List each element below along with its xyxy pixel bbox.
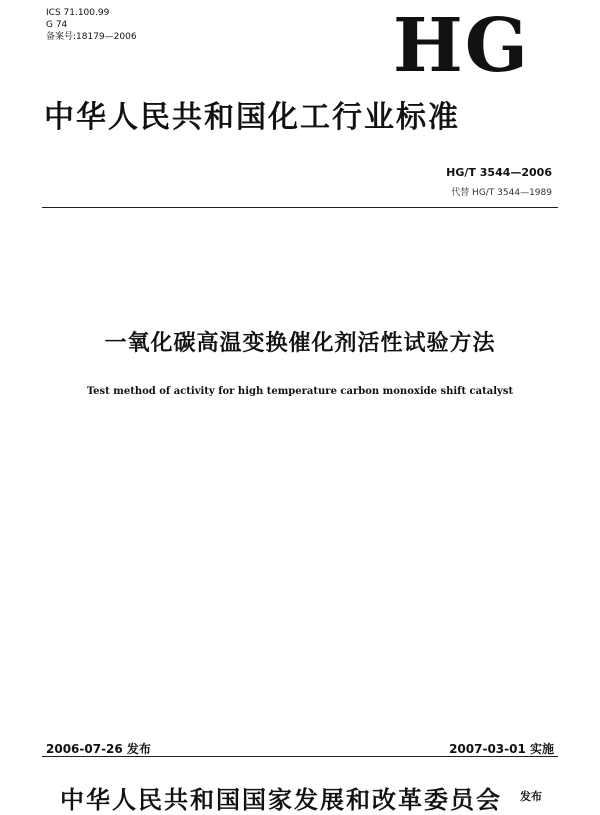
standard-code: HG/T 3544—2006	[446, 166, 552, 179]
bottom-divider	[42, 756, 558, 757]
top-divider	[42, 207, 558, 208]
record-number: 备案号:18179—2006	[46, 32, 137, 42]
issue-date: 2006-07-26 发布	[46, 742, 151, 756]
document-title-english: Test method of activity for high temperature carbon monoxide shift catalyst	[86, 386, 514, 397]
publisher-suffix: 发布	[520, 790, 542, 803]
document-title-chinese: 一氧化碳高温变换催化剂活性试验方法	[104, 331, 496, 356]
publisher: 中华人民共和国国家发展和改革委员会	[60, 785, 502, 814]
standard-category-title: 中华人民共和国化工行业标准	[44, 100, 460, 135]
ics-code: ICS 71.100.99	[46, 8, 110, 18]
hg-logo: HG	[392, 3, 530, 89]
replaces-standard: 代替 HG/T 3544—1989	[451, 188, 552, 198]
implementation-date: 2007-03-01 实施	[449, 742, 554, 756]
ccs-code: G 74	[46, 20, 68, 30]
